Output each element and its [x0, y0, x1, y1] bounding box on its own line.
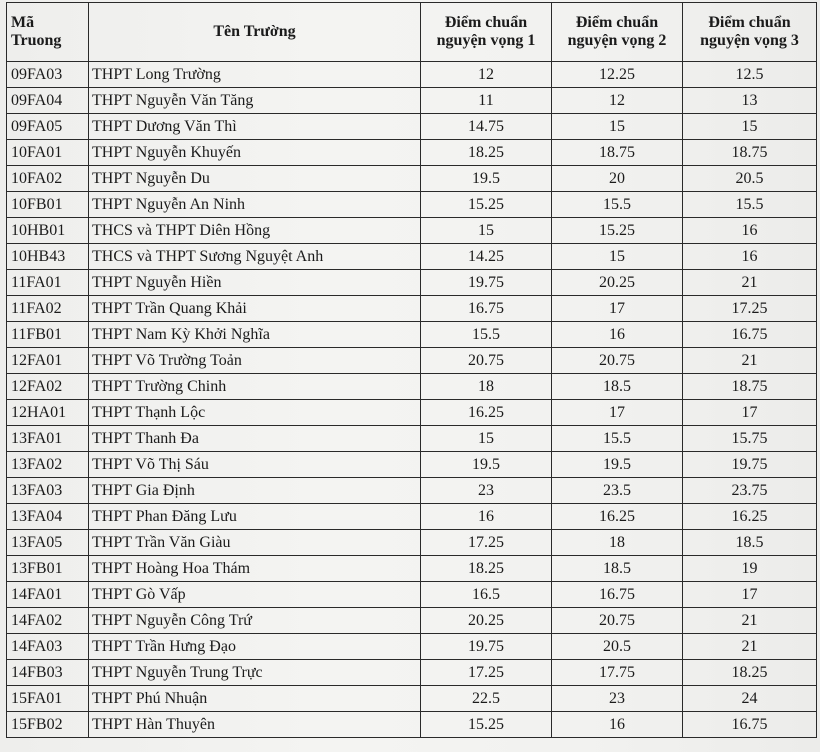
school-name-cell: THPT Nguyễn Hiền [89, 270, 421, 296]
school-code-cell: 10HB01 [7, 218, 89, 244]
score-nv2-cell: 20.25 [552, 270, 683, 296]
score-nv3-cell: 16.75 [683, 712, 817, 738]
table-row [7, 192, 817, 218]
score-nv1-cell: 16.75 [421, 296, 552, 322]
header-score-nv1: Điểm chuẩn nguyện vọng 1 [421, 3, 552, 62]
school-name-cell: THPT Hàn Thuyên [89, 712, 421, 738]
school-name-cell: THPT Nguyễn Khuyến [89, 140, 421, 166]
table-row [7, 504, 817, 530]
score-nv3-cell: 16 [683, 244, 817, 270]
score-nv1-cell: 20.75 [421, 348, 552, 374]
score-nv3-cell: 18.25 [683, 660, 817, 686]
school-code-cell: 12FA02 [7, 374, 89, 400]
school-code-cell: 11FA01 [7, 270, 89, 296]
score-nv3-cell: 21 [683, 608, 817, 634]
school-code-cell: 15FA01 [7, 686, 89, 712]
school-code-cell: 10FA01 [7, 140, 89, 166]
school-name-cell: THPT Trần Văn Giàu [89, 530, 421, 556]
school-code-cell: 13FA04 [7, 504, 89, 530]
score-nv3-cell: 16 [683, 218, 817, 244]
table-row [7, 660, 817, 686]
score-nv3-cell: 15 [683, 114, 817, 140]
table-row [7, 374, 817, 400]
school-name-cell: THPT Hoàng Hoa Thám [89, 556, 421, 582]
score-nv1-cell: 19.75 [421, 270, 552, 296]
school-code-cell: 14FA01 [7, 582, 89, 608]
score-nv3-cell: 21 [683, 348, 817, 374]
score-nv3-cell: 17 [683, 582, 817, 608]
score-nv1-cell: 23 [421, 478, 552, 504]
header-score-nv3: Điểm chuẩn nguyện vọng 3 [683, 3, 817, 62]
admission-scores-table [6, 2, 817, 738]
table-row [7, 426, 817, 452]
school-code-cell: 13FA01 [7, 426, 89, 452]
score-nv3-cell: 16.75 [683, 322, 817, 348]
school-name-cell: THPT Võ Trường Toản [89, 348, 421, 374]
school-name-cell: THCS và THPT Sương Nguyệt Anh [89, 244, 421, 270]
score-nv3-cell: 19.75 [683, 452, 817, 478]
score-nv2-cell: 18.75 [552, 140, 683, 166]
score-nv2-cell: 16.25 [552, 504, 683, 530]
school-code-cell: 11FB01 [7, 322, 89, 348]
score-nv3-cell: 19 [683, 556, 817, 582]
school-name-cell: THPT Nam Kỳ Khởi Nghĩa [89, 322, 421, 348]
table-row [7, 114, 817, 140]
score-nv1-cell: 17.25 [421, 530, 552, 556]
school-code-cell: 13FA05 [7, 530, 89, 556]
score-nv2-cell: 20 [552, 166, 683, 192]
table-row [7, 322, 817, 348]
table-row [7, 530, 817, 556]
school-code-cell: 09FA04 [7, 88, 89, 114]
score-nv3-cell: 16.25 [683, 504, 817, 530]
score-nv1-cell: 20.25 [421, 608, 552, 634]
score-nv2-cell: 18 [552, 530, 683, 556]
score-nv3-cell: 15.75 [683, 426, 817, 452]
table-row [7, 452, 817, 478]
school-name-cell: THPT Phan Đăng Lưu [89, 504, 421, 530]
school-name-cell: THPT Nguyễn An Ninh [89, 192, 421, 218]
table-row [7, 166, 817, 192]
score-nv2-cell: 16 [552, 322, 683, 348]
score-nv2-cell: 20.75 [552, 608, 683, 634]
score-nv2-cell: 17 [552, 400, 683, 426]
school-code-cell: 13FB01 [7, 556, 89, 582]
score-nv1-cell: 14.25 [421, 244, 552, 270]
school-code-cell: 14FA02 [7, 608, 89, 634]
school-code-cell: 12FA01 [7, 348, 89, 374]
table-row [7, 218, 817, 244]
school-code-cell: 10FB01 [7, 192, 89, 218]
school-code-cell: 15FB02 [7, 712, 89, 738]
school-name-cell: THCS và THPT Diên Hồng [89, 218, 421, 244]
score-nv2-cell: 15.5 [552, 426, 683, 452]
score-nv1-cell: 12 [421, 62, 552, 88]
table-row [7, 478, 817, 504]
table-row [7, 582, 817, 608]
school-name-cell: THPT Nguyễn Du [89, 166, 421, 192]
score-nv1-cell: 16.5 [421, 582, 552, 608]
table-row [7, 140, 817, 166]
score-nv3-cell: 17.25 [683, 296, 817, 322]
table-row [7, 270, 817, 296]
score-nv3-cell: 17 [683, 400, 817, 426]
score-nv2-cell: 20.5 [552, 634, 683, 660]
score-nv1-cell: 18.25 [421, 556, 552, 582]
score-nv3-cell: 18.5 [683, 530, 817, 556]
table-row [7, 88, 817, 114]
score-nv2-cell: 20.75 [552, 348, 683, 374]
score-nv3-cell: 15.5 [683, 192, 817, 218]
school-name-cell: THPT Thạnh Lộc [89, 400, 421, 426]
school-code-cell: 12HA01 [7, 400, 89, 426]
score-nv1-cell: 14.75 [421, 114, 552, 140]
table-row [7, 712, 817, 738]
score-nv1-cell: 19.5 [421, 166, 552, 192]
school-code-cell: 14FB03 [7, 660, 89, 686]
table-row [7, 556, 817, 582]
score-nv2-cell: 12 [552, 88, 683, 114]
school-code-cell: 13FA03 [7, 478, 89, 504]
table-row [7, 686, 817, 712]
score-nv2-cell: 18.5 [552, 374, 683, 400]
score-nv2-cell: 23.5 [552, 478, 683, 504]
score-nv2-cell: 16 [552, 712, 683, 738]
score-nv1-cell: 11 [421, 88, 552, 114]
score-nv3-cell: 21 [683, 634, 817, 660]
school-name-cell: THPT Dương Văn Thì [89, 114, 421, 140]
score-nv2-cell: 15.5 [552, 192, 683, 218]
score-nv1-cell: 18 [421, 374, 552, 400]
score-nv3-cell: 18.75 [683, 140, 817, 166]
score-nv2-cell: 12.25 [552, 62, 683, 88]
score-nv2-cell: 15.25 [552, 218, 683, 244]
score-nv1-cell: 19.5 [421, 452, 552, 478]
table-row [7, 296, 817, 322]
school-name-cell: THPT Gia Định [89, 478, 421, 504]
score-nv2-cell: 15 [552, 114, 683, 140]
school-code-cell: 11FA02 [7, 296, 89, 322]
score-nv1-cell: 15 [421, 426, 552, 452]
score-nv1-cell: 15.5 [421, 322, 552, 348]
school-name-cell: THPT Gò Vấp [89, 582, 421, 608]
school-code-cell: 09FA05 [7, 114, 89, 140]
school-code-cell: 10HB43 [7, 244, 89, 270]
score-nv2-cell: 18.5 [552, 556, 683, 582]
score-nv1-cell: 15 [421, 218, 552, 244]
school-name-cell: THPT Võ Thị Sáu [89, 452, 421, 478]
school-code-cell: 09FA03 [7, 62, 89, 88]
table-row [7, 244, 817, 270]
score-nv1-cell: 19.75 [421, 634, 552, 660]
score-nv3-cell: 13 [683, 88, 817, 114]
school-name-cell: THPT Nguyễn Văn Tăng [89, 88, 421, 114]
score-nv1-cell: 22.5 [421, 686, 552, 712]
score-nv2-cell: 16.75 [552, 582, 683, 608]
score-nv2-cell: 23 [552, 686, 683, 712]
school-name-cell: THPT Phú Nhuận [89, 686, 421, 712]
score-nv1-cell: 18.25 [421, 140, 552, 166]
header-school-code: Mã Truong [7, 3, 89, 62]
table-row [7, 608, 817, 634]
score-nv3-cell: 20.5 [683, 166, 817, 192]
score-nv1-cell: 17.25 [421, 660, 552, 686]
school-name-cell: THPT Thanh Đa [89, 426, 421, 452]
score-nv2-cell: 17.75 [552, 660, 683, 686]
score-nv1-cell: 16 [421, 504, 552, 530]
score-nv1-cell: 16.25 [421, 400, 552, 426]
score-nv2-cell: 19.5 [552, 452, 683, 478]
school-code-cell: 13FA02 [7, 452, 89, 478]
score-nv3-cell: 23.75 [683, 478, 817, 504]
score-nv1-cell: 15.25 [421, 712, 552, 738]
score-nv2-cell: 15 [552, 244, 683, 270]
score-nv1-cell: 15.25 [421, 192, 552, 218]
table-header-row [7, 3, 817, 62]
header-school-name: Tên Trường [89, 3, 421, 62]
school-name-cell: THPT Trần Quang Khải [89, 296, 421, 322]
school-code-cell: 10FA02 [7, 166, 89, 192]
table-row [7, 400, 817, 426]
school-name-cell: THPT Long Trường [89, 62, 421, 88]
school-name-cell: THPT Nguyễn Công Trứ [89, 608, 421, 634]
score-nv2-cell: 17 [552, 296, 683, 322]
score-nv3-cell: 18.75 [683, 374, 817, 400]
header-score-nv2: Điểm chuẩn nguyện vọng 2 [552, 3, 683, 62]
school-name-cell: THPT Nguyễn Trung Trực [89, 660, 421, 686]
score-nv3-cell: 24 [683, 686, 817, 712]
school-code-cell: 14FA03 [7, 634, 89, 660]
table-row [7, 348, 817, 374]
table-body [7, 62, 817, 738]
table-row [7, 634, 817, 660]
school-name-cell: THPT Trần Hưng Đạo [89, 634, 421, 660]
table-row [7, 62, 817, 88]
school-name-cell: THPT Trường Chinh [89, 374, 421, 400]
score-nv3-cell: 21 [683, 270, 817, 296]
score-nv3-cell: 12.5 [683, 62, 817, 88]
